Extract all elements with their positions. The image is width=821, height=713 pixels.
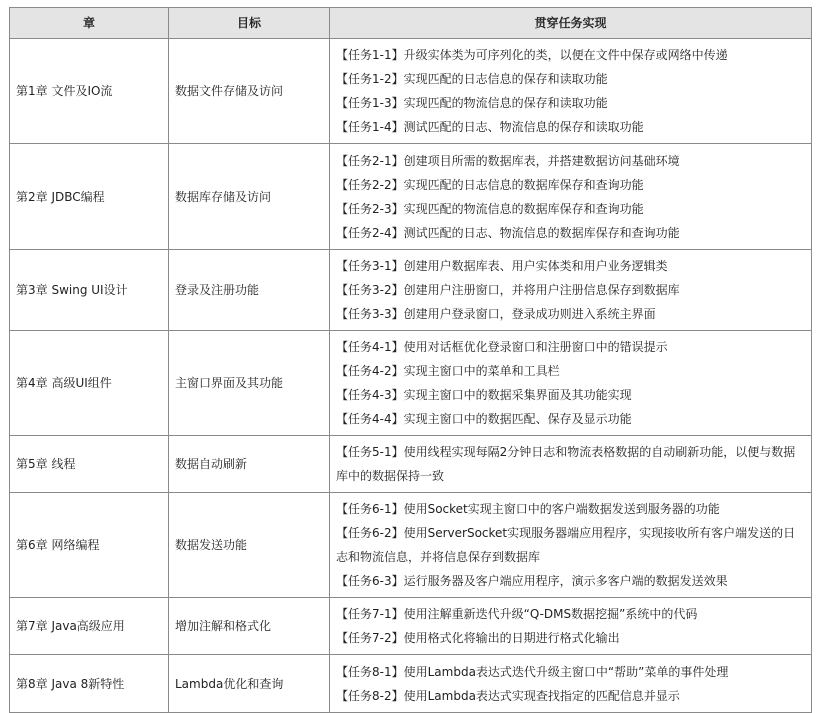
goal-cell: Lambda优化和查询 [169,655,330,713]
task-item: 【任务1-1】升级实体类为可序列化的类，以便在文件中保存或网络中传递 [336,48,728,62]
tasks-cell [330,655,812,713]
chapter-cell: 第7章 Java高级应用 [10,598,169,655]
table-row [10,250,812,331]
tasks-cell [330,493,812,598]
task-item: 【任务3-2】创建用户注册窗口，并将用户注册信息保存到数据库 [336,283,680,297]
table-header-row [10,8,812,39]
header-tasks: 贯穿任务实现 [330,8,812,39]
table-row [10,598,812,655]
table-row [10,493,812,598]
goal-cell: 数据库存储及访问 [169,144,330,250]
goal-cell: 登录及注册功能 [169,250,330,331]
tasks-cell [330,39,812,144]
task-item: 【任务2-3】实现匹配的物流信息的数据库保存和查询功能 [336,201,644,216]
task-item: 【任务1-2】实现匹配的日志信息的保存和读取功能 [336,72,608,86]
goal-cell: 数据自动刷新 [169,436,330,493]
task-item: 【任务4-1】使用对话框优化登录窗口和注册窗口中的错误提示 [336,340,668,354]
goal-cell: 数据文件存储及访问 [169,39,330,144]
tasks-cell [330,598,812,655]
task-item: 【任务4-3】实现主窗口中的数据采集界面及其功能实现 [336,388,632,402]
header-chapter: 章 [10,8,169,39]
goal-cell: 增加注解和格式化 [169,598,330,655]
task-item: 【任务7-2】使用格式化将输出的日期进行格式化输出 [336,631,620,645]
task-item: 【任务8-2】使用Lambda表达式实现查找指定的匹配信息并显示 [336,688,680,703]
task-item: 【任务2-4】测试匹配的日志、物流信息的数据库保存和查询功能 [336,225,680,240]
chapter-cell: 第8章 Java 8新特性 [10,655,169,713]
table-row [10,331,812,436]
task-item: 【任务7-1】使用注解重新迭代升级“Q-DMS数据挖掘”系统中的代码 [336,607,698,621]
chapter-cell: 第6章 网络编程 [10,493,169,598]
task-item: 【任务2-1】创建项目所需的数据库表，并搭建数据访问基础环境 [336,153,680,168]
chapter-cell: 第3章 Swing UI设计 [10,250,169,331]
task-item: 【任务3-3】创建用户登录窗口，登录成功则进入系统主界面 [336,307,656,321]
chapter-cell: 第5章 线程 [10,436,169,493]
tasks-cell [330,331,812,436]
task-item: 【任务6-1】使用Socket实现主窗口中的客户端数据发送到服务器的功能 [336,502,720,516]
table-row [10,144,812,250]
task-item: 【任务8-1】使用Lambda表达式迭代升级主窗口中“帮助”菜单的事件处理 [336,664,729,679]
table-row [10,436,812,493]
task-item: 【任务4-2】实现主窗口中的菜单和工具栏 [336,364,560,378]
chapter-cell: 第4章 高级UI组件 [10,331,169,436]
task-item: 【任务3-1】创建用户数据库表、用户实体类和用户业务逻辑类 [336,259,668,273]
task-item: 【任务6-3】运行服务器及客户端应用程序，演示多客户端的数据发送效果 [336,574,728,588]
task-item: 【任务1-3】实现匹配的物流信息的保存和读取功能 [336,96,608,110]
task-item: 【任务6-2】使用ServerSocket实现服务器端应用程序，实现接收所有客户端发送的日志和物流信息，并将信息保存到数据库 [336,526,796,564]
table-row [10,39,812,144]
table-row [10,655,812,713]
header-goal: 目标 [169,8,330,39]
chapter-cell: 第2章 JDBC编程 [10,144,169,250]
tasks-cell [330,250,812,331]
task-item: 【任务2-2】实现匹配的日志信息的数据库保存和查询功能 [336,177,644,192]
tasks-cell [330,436,812,493]
tasks-cell [330,144,812,250]
task-item: 【任务5-1】使用线程实现每隔2分钟日志和物流表格数据的自动刷新功能，以便与数据库中的数据保持一致 [336,445,796,483]
chapter-cell: 第1章 文件及IO流 [10,39,169,144]
curriculum-table [9,7,812,713]
task-item: 【任务4-4】实现主窗口中的数据匹配、保存及显示功能 [336,412,632,426]
goal-cell: 主窗口界面及其功能 [169,331,330,436]
task-item: 【任务1-4】测试匹配的日志、物流信息的保存和读取功能 [336,120,644,134]
goal-cell: 数据发送功能 [169,493,330,598]
